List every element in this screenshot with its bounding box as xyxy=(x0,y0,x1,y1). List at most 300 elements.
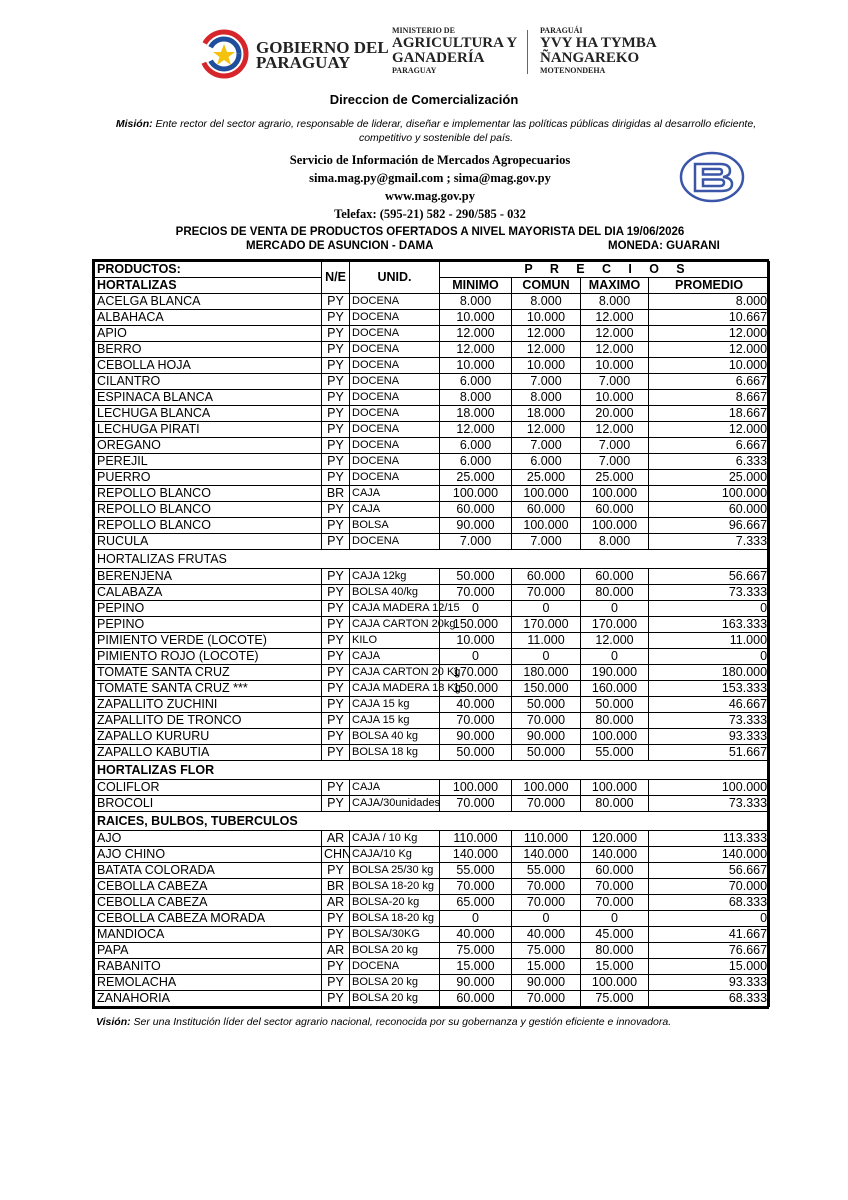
price-avg: 140.000 xyxy=(649,847,770,863)
price-min: 170.000 xyxy=(440,665,512,681)
price-min: 90.000 xyxy=(440,975,512,991)
product-name: LECHUGA BLANCA xyxy=(95,406,322,422)
price-comun: 15.000 xyxy=(512,959,581,975)
product-name: ALBAHACA xyxy=(95,310,322,326)
price-comun: 0 xyxy=(512,601,581,617)
price-avg: 70.000 xyxy=(649,879,770,895)
table-row xyxy=(95,879,770,895)
price-comun: 7.000 xyxy=(512,438,581,454)
origin-code: PY xyxy=(322,863,350,879)
unit: BOLSA 25/30 kg xyxy=(350,863,440,879)
price-comun: 6.000 xyxy=(512,454,581,470)
unit: DOCENA xyxy=(350,406,440,422)
origin-code: AR xyxy=(322,943,350,959)
vision-block xyxy=(96,1016,671,1028)
product-name: PIMIENTO VERDE (LOCOTE) xyxy=(95,633,322,649)
table-row xyxy=(95,601,770,617)
price-max: 12.000 xyxy=(581,310,649,326)
price-min: 75.000 xyxy=(440,943,512,959)
table-row xyxy=(95,847,770,863)
price-avg: 0 xyxy=(649,601,770,617)
price-avg: 56.667 xyxy=(649,863,770,879)
price-comun: 50.000 xyxy=(512,745,581,761)
price-avg: 6.667 xyxy=(649,374,770,390)
origin-code: PY xyxy=(322,729,350,745)
price-min: 7.000 xyxy=(440,534,512,550)
price-comun: 180.000 xyxy=(512,665,581,681)
price-comun: 11.000 xyxy=(512,633,581,649)
unit: CAJA CARTON 20kg xyxy=(350,617,440,633)
moneda-label: MONEDA: GUARANI xyxy=(608,240,720,252)
price-min: 70.000 xyxy=(440,879,512,895)
price-comun: 40.000 xyxy=(512,927,581,943)
origin-code: PY xyxy=(322,713,350,729)
price-avg: 11.000 xyxy=(649,633,770,649)
table-row xyxy=(95,697,770,713)
price-max: 75.000 xyxy=(581,991,649,1007)
ministerio-block xyxy=(392,26,517,76)
product-name: PIMIENTO ROJO (LOCOTE) xyxy=(95,649,322,665)
origin-code: PY xyxy=(322,601,350,617)
table-row xyxy=(95,422,770,438)
price-max: 100.000 xyxy=(581,729,649,745)
price-comun: 90.000 xyxy=(512,975,581,991)
price-min: 10.000 xyxy=(440,633,512,649)
unit: BOLSA-20 kg xyxy=(350,895,440,911)
product-name: REPOLLO BLANCO xyxy=(95,518,322,534)
section-header xyxy=(95,812,770,831)
price-max: 160.000 xyxy=(581,681,649,697)
mision-block xyxy=(96,117,776,145)
price-avg: 6.333 xyxy=(649,454,770,470)
price-avg: 10.000 xyxy=(649,358,770,374)
price-comun: 12.000 xyxy=(512,342,581,358)
price-avg: 18.667 xyxy=(649,406,770,422)
price-max: 170.000 xyxy=(581,617,649,633)
product-name: REMOLACHA xyxy=(95,975,322,991)
price-max: 25.000 xyxy=(581,470,649,486)
price-avg: 12.000 xyxy=(649,422,770,438)
unit: DOCENA xyxy=(350,390,440,406)
price-max: 15.000 xyxy=(581,959,649,975)
table-row xyxy=(95,326,770,342)
table-row xyxy=(95,796,770,812)
sima-block xyxy=(230,151,630,223)
mercado-label: MERCADO DE ASUNCION - DAMA xyxy=(246,240,434,252)
table-row xyxy=(95,486,770,502)
price-min: 90.000 xyxy=(440,518,512,534)
product-name: CILANTRO xyxy=(95,374,322,390)
price-max: 100.000 xyxy=(581,486,649,502)
origin-code: PY xyxy=(322,390,350,406)
product-name: OREGANO xyxy=(95,438,322,454)
price-avg: 7.333 xyxy=(649,534,770,550)
table-row xyxy=(95,617,770,633)
origin-code: PY xyxy=(322,342,350,358)
gobierno-text xyxy=(256,40,389,70)
table-row xyxy=(95,943,770,959)
price-comun: 10.000 xyxy=(512,310,581,326)
product-name: ZANAHORIA xyxy=(95,991,322,1007)
price-min: 150.000 xyxy=(440,681,512,697)
price-avg: 96.667 xyxy=(649,518,770,534)
product-name: ESPINACA BLANCA xyxy=(95,390,322,406)
origin-code: PY xyxy=(322,326,350,342)
price-comun: 100.000 xyxy=(512,780,581,796)
unit: BOLSA 18-20 kg xyxy=(350,879,440,895)
unit: BOLSA 18-20 kg xyxy=(350,911,440,927)
origin-code: PY xyxy=(322,502,350,518)
table-row xyxy=(95,959,770,975)
guarani-line2: YVY HA TYMBA xyxy=(540,35,657,51)
unit: BOLSA 20 kg xyxy=(350,991,440,1007)
ne-header: N/E xyxy=(322,262,350,294)
unit: DOCENA xyxy=(350,358,440,374)
unit: DOCENA xyxy=(350,294,440,310)
price-min: 60.000 xyxy=(440,991,512,1007)
productos-header: PRODUCTOS: xyxy=(95,262,322,278)
unit: CAJA CARTON 20 Kg xyxy=(350,665,440,681)
unit: DOCENA xyxy=(350,374,440,390)
origin-code: PY xyxy=(322,438,350,454)
price-min: 0 xyxy=(440,601,512,617)
price-comun: 100.000 xyxy=(512,486,581,502)
unit: CAJA 12kg xyxy=(350,569,440,585)
product-name: CEBOLLA CABEZA xyxy=(95,879,322,895)
price-avg: 8.667 xyxy=(649,390,770,406)
price-min: 0 xyxy=(440,911,512,927)
guarani-line1: PARAGUÁI xyxy=(540,26,583,35)
guarani-line4: MOTENONDEHA xyxy=(540,66,606,75)
price-min: 40.000 xyxy=(440,697,512,713)
price-comun: 70.000 xyxy=(512,879,581,895)
table-row xyxy=(95,534,770,550)
origin-code: PY xyxy=(322,422,350,438)
price-max: 100.000 xyxy=(581,975,649,991)
price-avg: 100.000 xyxy=(649,486,770,502)
vision-text: Ser una Institución líder del sector agrario nacional, reconocida por su gobernanza y gestión eficiente e innovadora. xyxy=(133,1016,672,1028)
table-row xyxy=(95,713,770,729)
price-comun: 55.000 xyxy=(512,863,581,879)
price-min: 25.000 xyxy=(440,470,512,486)
unit: BOLSA 18 kg xyxy=(350,745,440,761)
origin-code: PY xyxy=(322,681,350,697)
price-avg: 73.333 xyxy=(649,713,770,729)
origin-code: PY xyxy=(322,697,350,713)
table-row xyxy=(95,831,770,847)
price-max: 70.000 xyxy=(581,879,649,895)
price-max: 55.000 xyxy=(581,745,649,761)
origin-code: PY xyxy=(322,358,350,374)
price-max: 7.000 xyxy=(581,438,649,454)
price-max: 0 xyxy=(581,601,649,617)
product-name: ZAPALLITO ZUCHINI xyxy=(95,697,322,713)
price-avg: 0 xyxy=(649,649,770,665)
price-max: 80.000 xyxy=(581,796,649,812)
origin-code: PY xyxy=(322,518,350,534)
price-comun: 70.000 xyxy=(512,713,581,729)
product-name: APIO xyxy=(95,326,322,342)
unit: KILO xyxy=(350,633,440,649)
unit: BOLSA 20 kg xyxy=(350,975,440,991)
mision-label: Misión: xyxy=(115,118,153,130)
price-max: 120.000 xyxy=(581,831,649,847)
table-row xyxy=(95,374,770,390)
price-avg: 15.000 xyxy=(649,959,770,975)
price-min: 0 xyxy=(440,649,512,665)
unid-header: UNID. xyxy=(350,262,440,294)
product-name: CEBOLLA CABEZA MORADA xyxy=(95,911,322,927)
product-name: ZAPALLITO DE TRONCO xyxy=(95,713,322,729)
price-max: 50.000 xyxy=(581,697,649,713)
product-name: AJO CHINO xyxy=(95,847,322,863)
origin-code: PY xyxy=(322,633,350,649)
price-table xyxy=(92,259,769,1009)
price-comun: 70.000 xyxy=(512,991,581,1007)
table-row xyxy=(95,406,770,422)
price-comun: 70.000 xyxy=(512,895,581,911)
price-min: 8.000 xyxy=(440,390,512,406)
product-name: CALABAZA xyxy=(95,585,322,601)
telefax-text: Telefax: (595-21) 582 - 290/585 - 032 xyxy=(334,207,526,221)
origin-code: PY xyxy=(322,585,350,601)
product-name: ZAPALLO KABUTIA xyxy=(95,745,322,761)
table-row xyxy=(95,342,770,358)
product-name: AJO xyxy=(95,831,322,847)
origin-code: PY xyxy=(322,454,350,470)
origin-code: CHN xyxy=(322,847,350,863)
web-text: www.mag.gov.py xyxy=(385,189,475,203)
price-avg: 73.333 xyxy=(649,796,770,812)
price-comun: 8.000 xyxy=(512,294,581,310)
table-row xyxy=(95,649,770,665)
price-min: 60.000 xyxy=(440,502,512,518)
price-max: 60.000 xyxy=(581,863,649,879)
product-name: LECHUGA PIRATI xyxy=(95,422,322,438)
unit: DOCENA xyxy=(350,438,440,454)
price-min: 70.000 xyxy=(440,796,512,812)
price-comun: 70.000 xyxy=(512,585,581,601)
price-avg: 73.333 xyxy=(649,585,770,601)
unit: CAJA MADERA 18 Kg xyxy=(350,681,440,697)
price-min: 100.000 xyxy=(440,780,512,796)
unit: CAJA xyxy=(350,780,440,796)
price-min: 12.000 xyxy=(440,342,512,358)
price-avg: 68.333 xyxy=(649,991,770,1007)
product-name: CEBOLLA HOJA xyxy=(95,358,322,374)
price-min: 40.000 xyxy=(440,927,512,943)
table-row xyxy=(95,745,770,761)
price-max: 8.000 xyxy=(581,294,649,310)
unit: CAJA xyxy=(350,649,440,665)
price-max: 100.000 xyxy=(581,780,649,796)
origin-code: PY xyxy=(322,294,350,310)
price-comun: 75.000 xyxy=(512,943,581,959)
gobierno-line2: PARAGUAY xyxy=(256,53,351,72)
price-min: 100.000 xyxy=(440,486,512,502)
origin-code: AR xyxy=(322,895,350,911)
price-max: 80.000 xyxy=(581,943,649,959)
origin-code: PY xyxy=(322,911,350,927)
origin-code: PY xyxy=(322,796,350,812)
table-row xyxy=(95,518,770,534)
price-comun: 7.000 xyxy=(512,534,581,550)
section-title: RAICES, BULBOS, TUBERCULOS xyxy=(95,812,770,831)
product-name: CEBOLLA CABEZA xyxy=(95,895,322,911)
product-name: TOMATE SANTA CRUZ *** xyxy=(95,681,322,697)
price-max: 0 xyxy=(581,649,649,665)
origin-code: PY xyxy=(322,991,350,1007)
price-max: 12.000 xyxy=(581,422,649,438)
section-title: HORTALIZAS FLOR xyxy=(95,761,770,780)
origin-code: PY xyxy=(322,665,350,681)
unit: DOCENA xyxy=(350,326,440,342)
product-name: PEPINO xyxy=(95,617,322,633)
unit: BOLSA 40 kg xyxy=(350,729,440,745)
price-comun: 12.000 xyxy=(512,326,581,342)
table-row xyxy=(95,911,770,927)
price-min: 70.000 xyxy=(440,585,512,601)
unit: DOCENA xyxy=(350,422,440,438)
table-row xyxy=(95,681,770,697)
price-max: 20.000 xyxy=(581,406,649,422)
price-min: 90.000 xyxy=(440,729,512,745)
price-max: 12.000 xyxy=(581,326,649,342)
price-comun: 50.000 xyxy=(512,697,581,713)
ministerio-line2: AGRICULTURA Y xyxy=(392,35,518,51)
price-avg: 25.000 xyxy=(649,470,770,486)
origin-code: PY xyxy=(322,780,350,796)
price-min: 6.000 xyxy=(440,454,512,470)
price-max: 100.000 xyxy=(581,518,649,534)
origin-code: PY xyxy=(322,649,350,665)
price-max: 45.000 xyxy=(581,927,649,943)
price-min: 110.000 xyxy=(440,831,512,847)
price-comun: 60.000 xyxy=(512,502,581,518)
unit: CAJA xyxy=(350,502,440,518)
unit: CAJA/30unidades xyxy=(350,796,440,812)
unit: DOCENA xyxy=(350,342,440,358)
price-min: 18.000 xyxy=(440,406,512,422)
product-name: BROCOLI xyxy=(95,796,322,812)
price-max: 190.000 xyxy=(581,665,649,681)
table-row xyxy=(95,729,770,745)
table-row xyxy=(95,780,770,796)
price-min: 140.000 xyxy=(440,847,512,863)
product-name: PUERRO xyxy=(95,470,322,486)
price-avg: 12.000 xyxy=(649,326,770,342)
price-avg: 12.000 xyxy=(649,342,770,358)
price-max: 12.000 xyxy=(581,342,649,358)
price-min: 12.000 xyxy=(440,326,512,342)
product-name: ZAPALLO KURURU xyxy=(95,729,322,745)
table-row xyxy=(95,991,770,1007)
sima-b-logo xyxy=(678,150,746,204)
unit: CAJA MADERA 12/15 xyxy=(350,601,440,617)
origin-code: PY xyxy=(322,374,350,390)
price-avg: 163.333 xyxy=(649,617,770,633)
unit: CAJA xyxy=(350,486,440,502)
product-name: PAPA xyxy=(95,943,322,959)
price-min: 150.000 xyxy=(440,617,512,633)
price-comun: 0 xyxy=(512,649,581,665)
section-header xyxy=(95,550,770,569)
origin-code: AR xyxy=(322,831,350,847)
price-avg: 60.000 xyxy=(649,502,770,518)
price-min: 8.000 xyxy=(440,294,512,310)
price-min: 10.000 xyxy=(440,358,512,374)
price-max: 70.000 xyxy=(581,895,649,911)
table-row xyxy=(95,975,770,991)
table-row xyxy=(95,294,770,310)
price-min: 55.000 xyxy=(440,863,512,879)
servicio-text: Servicio de Información de Mercados Agropecuarios xyxy=(289,153,571,167)
price-comun: 100.000 xyxy=(512,518,581,534)
price-max: 80.000 xyxy=(581,585,649,601)
mision-text: Ente rector del sector agrario, responsable de liderar, diseñar e implementar las políticas públicas dirigidas al desarrollo eficiente, competitivo y sostenible del país. xyxy=(155,118,757,144)
table-row xyxy=(95,470,770,486)
product-name: RABANITO xyxy=(95,959,322,975)
price-comun: 140.000 xyxy=(512,847,581,863)
table-row xyxy=(95,927,770,943)
table-row xyxy=(95,454,770,470)
unit: BOLSA xyxy=(350,518,440,534)
price-min: 65.000 xyxy=(440,895,512,911)
table-row xyxy=(95,585,770,601)
price-max: 8.000 xyxy=(581,534,649,550)
table-row xyxy=(95,665,770,681)
product-name: ACELGA BLANCA xyxy=(95,294,322,310)
price-avg: 46.667 xyxy=(649,697,770,713)
price-avg: 180.000 xyxy=(649,665,770,681)
ministerio-line4: PARAGUAY xyxy=(392,66,437,75)
product-name: BATATA COLORADA xyxy=(95,863,322,879)
price-min: 50.000 xyxy=(440,569,512,585)
product-name: REPOLLO BLANCO xyxy=(95,502,322,518)
unit: BOLSA 20 kg xyxy=(350,943,440,959)
unit: CAJA 15 kg xyxy=(350,697,440,713)
price-avg: 113.333 xyxy=(649,831,770,847)
table-row xyxy=(95,358,770,374)
price-avg: 51.667 xyxy=(649,745,770,761)
price-min: 6.000 xyxy=(440,438,512,454)
report-title: PRECIOS DE VENTA DE PRODUCTOS OFERTADOS A NIVEL MAYORISTA DEL DIA 19/06/2026 xyxy=(175,226,685,238)
price-avg: 0 xyxy=(649,911,770,927)
ministerio-line3: GANADERÍA xyxy=(392,50,485,66)
product-name: PEPINO xyxy=(95,601,322,617)
product-name: COLIFLOR xyxy=(95,780,322,796)
guarani-line3: ÑANGAREKO xyxy=(540,50,640,66)
emails-text: sima.mag.py@gmail.com ; sima@mag.gov.py xyxy=(309,171,551,185)
origin-code: PY xyxy=(322,959,350,975)
unit: BOLSA 40/kg xyxy=(350,585,440,601)
price-comun: 8.000 xyxy=(512,390,581,406)
price-avg: 76.667 xyxy=(649,943,770,959)
price-min: 10.000 xyxy=(440,310,512,326)
unit: DOCENA xyxy=(350,470,440,486)
price-comun: 7.000 xyxy=(512,374,581,390)
vision-label: Visión: xyxy=(96,1016,131,1028)
gobierno-line1: GOBIERNO DEL xyxy=(256,38,389,57)
section-title: HORTALIZAS FRUTAS xyxy=(95,550,770,569)
minimo-header: MINIMO xyxy=(440,278,512,294)
price-max: 0 xyxy=(581,911,649,927)
origin-code: PY xyxy=(322,569,350,585)
table-row xyxy=(95,310,770,326)
price-max: 10.000 xyxy=(581,358,649,374)
price-max: 140.000 xyxy=(581,847,649,863)
origin-code: BR xyxy=(322,486,350,502)
